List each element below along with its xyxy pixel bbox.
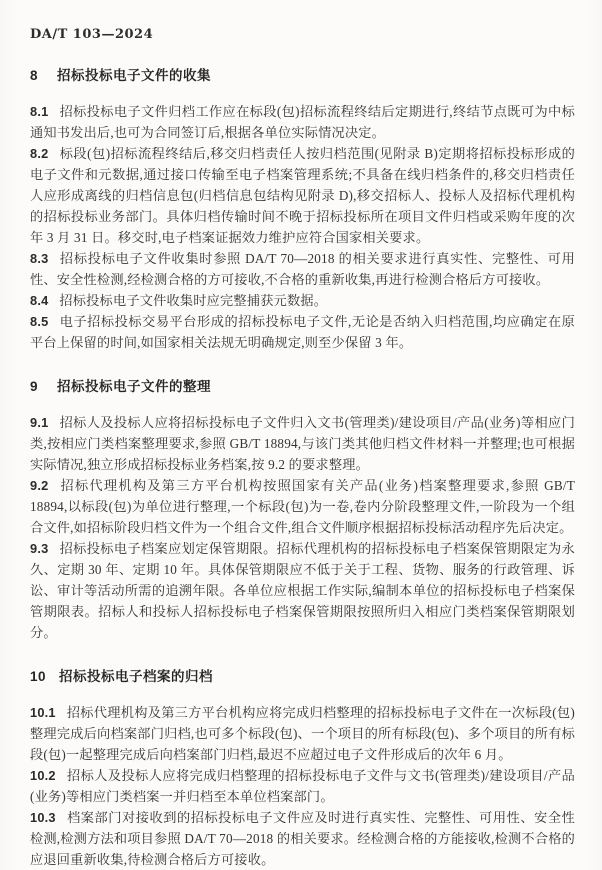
- section-title: 招标投标电子文件的整理: [57, 379, 211, 394]
- section-organization: [30, 375, 575, 643]
- clause-number: 8.3: [30, 251, 49, 266]
- section-number: 9: [30, 379, 39, 394]
- clause-number: 10.2: [30, 768, 56, 783]
- section-title: 招标投标电子档案的归档: [59, 669, 214, 684]
- clause-text: 档案部门对接收到的招标投标电子文件应及时进行真实性、完整性、可用性、安全性检测,检测方法和项目参照 DA/T 70—2018 的相关要求。经检测合格的方能接收,检测不合格的应退回重新收集,待检测合格后方可接收。: [30, 810, 575, 867]
- clause-number: 9.2: [30, 478, 49, 493]
- clause-9-2: [30, 475, 575, 538]
- clause-number: 8.4: [30, 293, 49, 308]
- clause-8-4: [30, 290, 575, 311]
- clause-text: 招标代理机构及第三方平台机构应将完成归档整理的招标投标电子文件在一次标段(包)整理完成后向档案部门归档,也可多个标段(包)、一个项目的所有标段(包)、多个项目的所有标段(包)一起整理完成后向档案部门归档,最迟不应超过电子文件形成后的次年 6 月。: [30, 705, 575, 762]
- section-archiving: [30, 665, 575, 870]
- standard-code: DA/T 103—2024: [30, 27, 154, 42]
- clause-9-1: [30, 412, 575, 475]
- section-heading: [30, 375, 575, 395]
- clause-number: 10.3: [30, 810, 56, 825]
- clause-text: 招标投标电子档案应划定保管期限。招标代理机构的招标投标电子档案保管期限定为永久、定期 30 年、定期 10 年。具体保管期限应不低于关于工程、货物、服务的行政管理、诉讼、审计等活动所需的追溯年限。各单位应根据工作实际,编制本单位的招标投标电子档案保管期限表。招标人和投标人招标投标电子档案保管期限按照所归入相应门类档案保管期限划分。: [30, 541, 575, 640]
- clause-8-3: [30, 248, 575, 290]
- section-heading: [30, 665, 575, 685]
- clause-text: 招标投标电子文件收集时参照 DA/T 70—2018 的相关要求进行真实性、完整性、可用性、安全性检测,经检测合格的方可接收,不合格的重新收集,再进行检测合格后方可接收。: [30, 251, 575, 287]
- section-number: 8: [30, 68, 39, 83]
- clause-number: 10.1: [30, 705, 56, 720]
- clause-number: 9.3: [30, 541, 49, 556]
- clause-number: 9.1: [30, 415, 49, 430]
- clause-text: 招标人及投标人应将完成归档整理的招标投标电子文件与文书(管理类)/建设项目/产品(业务)等相应门类档案一并归档至本单位档案部门。: [30, 768, 575, 804]
- clause-text: 招标投标电子文件收集时应完整捕获元数据。: [59, 293, 328, 308]
- clause-10-2: [30, 765, 575, 807]
- clause-10-3: [30, 807, 575, 870]
- clause-number: 8.1: [30, 104, 49, 119]
- clause-10-1: [30, 702, 575, 765]
- clause-8-1: [30, 101, 575, 143]
- clause-text: 电子招标投标交易平台形成的招标投标电子文件,无论是否纳入归档范围,均应确定在原平台上保留的时间,如国家相关法规无明确规定,则至少保留 3 年。: [30, 314, 575, 350]
- section-title: 招标投标电子文件的收集: [57, 68, 211, 83]
- clause-text: 招标代理机构及第三方平台机构按照国家有关产品(业务)档案整理要求,参照 GB/T 18894,以标段(包)为单位进行整理,一个标段(包)为一卷,卷内分阶段整理文件,一阶段为一个组合文件,如招标阶段归档文件为一个组合文件,组合文件顺序根据招标投标活动程序先后决定。: [30, 478, 575, 535]
- clause-9-3: [30, 538, 575, 643]
- clause-text: 招标投标电子文件归档工作应在标段(包)招标流程终结后定期进行,终结节点既可为中标通知书发出后,也可为合同签订后,根据各单位实际情况决定。: [30, 104, 575, 140]
- clause-8-5: [30, 311, 575, 353]
- clause-text: 标段(包)招标流程终结后,移交归档责任人按归档范围(见附录 B)定期将招标投标形成的电子文件和元数据,通过接口传输至电子档案管理系统;不具备在线归档条件的,移交归档责任人应形成离线的归档信息包(归档信息包结构见附录 D),移交招标人、投标人及招标代理机构的招标投标业务部门。具体归档传输时间不晚于招标投标所在项目文件归档或采购年度的次年 3 月 31 日。移交时,电子档案证据效力维护应符合国家相关要求。: [30, 146, 575, 245]
- clause-8-2: [30, 143, 575, 248]
- section-heading: [30, 64, 575, 84]
- clause-number: 8.5: [30, 314, 49, 329]
- clause-text: 招标人及投标人应将招标投标电子文件归入文书(管理类)/建设项目/产品(业务)等相应门类,按相应门类档案整理要求,参照 GB/T 18894,与该门类其他归档文件材料一并整理;也可根据实际情况,独立形成招标投标业务档案,按 9.2 的要求整理。: [30, 415, 575, 472]
- section-number: 10: [30, 669, 47, 684]
- clause-number: 8.2: [30, 146, 49, 161]
- section-collection: [30, 64, 575, 353]
